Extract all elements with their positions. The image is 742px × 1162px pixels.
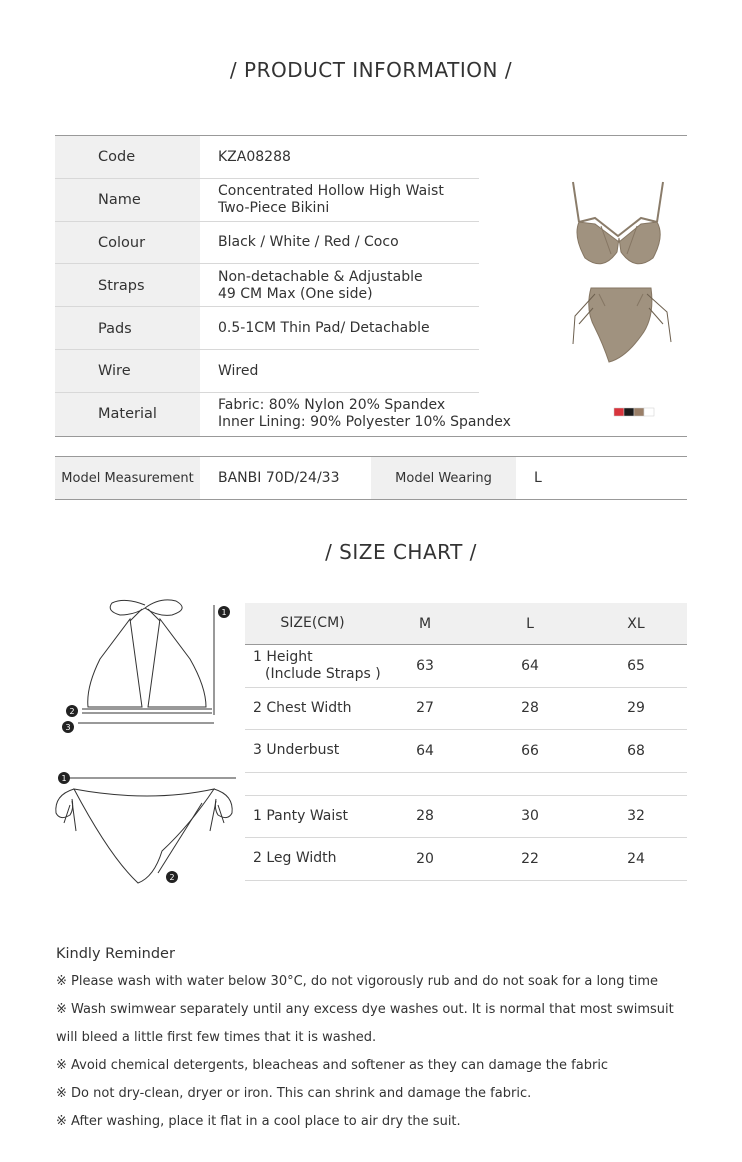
cell-l: 64 [521,657,539,674]
table-row [245,645,687,688]
table-row [245,796,687,839]
product-info-title: / PRODUCT INFORMATION / [229,58,513,82]
info-row-code [55,136,687,179]
reminder-line: ※ Please wash with water below 30°C, do not vigorously rub and do not soak for a long time [56,974,659,989]
reminder-line: ※ Avoid chemical detergents, bleacheas and softener as they can damage the fabric [56,1058,609,1073]
marker-2-label: 2 [169,873,175,882]
reminder-line: ※ After washing, place it flat in a cool place to air dry the suit. [56,1114,461,1129]
reminder-line: ※ Wash swimwear separately until any excess dye washes out. It is normal that most swimsuit [56,1002,674,1017]
row-label: 2 Chest Width [253,699,352,716]
model-measurement-value: BANBI 70D/24/33 [218,470,340,486]
cell-xl: 68 [627,742,645,759]
cell-m: 64 [416,742,434,759]
cell-m: 27 [416,700,434,717]
cell-m: 63 [416,657,434,674]
table-row [245,838,687,881]
marker-1-label: 1 [221,608,227,617]
info-value: Black / White / Red / Coco [218,234,399,251]
colour-swatch [614,408,624,416]
reminder-title: Kindly Reminder [56,946,175,962]
info-label: Code [55,136,200,179]
reminder-line: will bleed a little first few times that it is washed. [56,1030,377,1045]
product-image [565,178,675,428]
info-value: Concentrated Hollow High Waist Two-Piece Bikini [218,183,444,217]
marker-2-label: 2 [69,707,75,716]
row-label: 2 Leg Width [253,850,337,867]
bikini-bottom-diagram [50,765,240,890]
cell-l: 22 [521,850,539,867]
info-value: Fabric: 80% Nylon 20% Spandex Inner Lining: 90% Polyester 10% Spandex [218,397,511,431]
colour-swatch [634,408,644,416]
header-m: M [418,615,432,632]
colour-swatch [624,408,634,416]
info-value: 0.5-1CM Thin Pad/ Detachable [218,320,430,337]
header-size: SIZE(CM) [280,615,345,631]
bikini-top-diagram [50,595,240,735]
cell-l: 30 [521,808,539,825]
cell-xl: 29 [627,700,645,717]
info-value: KZA08288 [218,148,291,165]
table-row [245,730,687,773]
colour-swatch [644,408,654,416]
table-row [245,688,687,731]
size-chart-title: / SIZE CHART / [325,540,477,564]
row-label: 1 Panty Waist [253,807,349,824]
model-table [55,456,687,500]
bikini-top-image [573,182,663,264]
model-wearing-value: L [534,470,542,486]
info-label: Wire [55,350,200,393]
cell-l: 28 [521,700,539,717]
marker-3-label: 3 [65,723,71,732]
cell-xl: 24 [627,850,645,867]
info-label: Pads [55,307,200,350]
info-label: Name [55,179,200,222]
cell-m: 20 [416,850,434,867]
row-label: 1 Height (Include Straps ) [253,648,381,682]
info-label: Material [55,393,200,436]
cell-xl: 32 [627,808,645,825]
bikini-bottom-image [573,288,671,362]
header-l: L [526,615,534,632]
colour-swatches [614,408,654,416]
header-xl: XL [627,615,645,632]
size-table-header [245,603,687,645]
row-label: 3 Underbust [253,742,340,759]
info-value: Wired [218,362,259,379]
info-label: Straps [55,264,200,307]
model-wearing-label: Model Wearing [371,457,516,499]
table-spacer [245,773,687,796]
reminder-line: ※ Do not dry-clean, dryer or iron. This can shrink and damage the fabric. [56,1086,532,1101]
marker-1-label: 1 [61,774,67,783]
cell-l: 66 [521,742,539,759]
info-value: Non-detachable & Adjustable 49 CM Max (One side) [218,268,423,302]
cell-m: 28 [416,808,434,825]
cell-xl: 65 [627,657,645,674]
model-measurement-label: Model Measurement [55,457,200,499]
info-label: Colour [55,222,200,265]
size-table [245,603,687,881]
